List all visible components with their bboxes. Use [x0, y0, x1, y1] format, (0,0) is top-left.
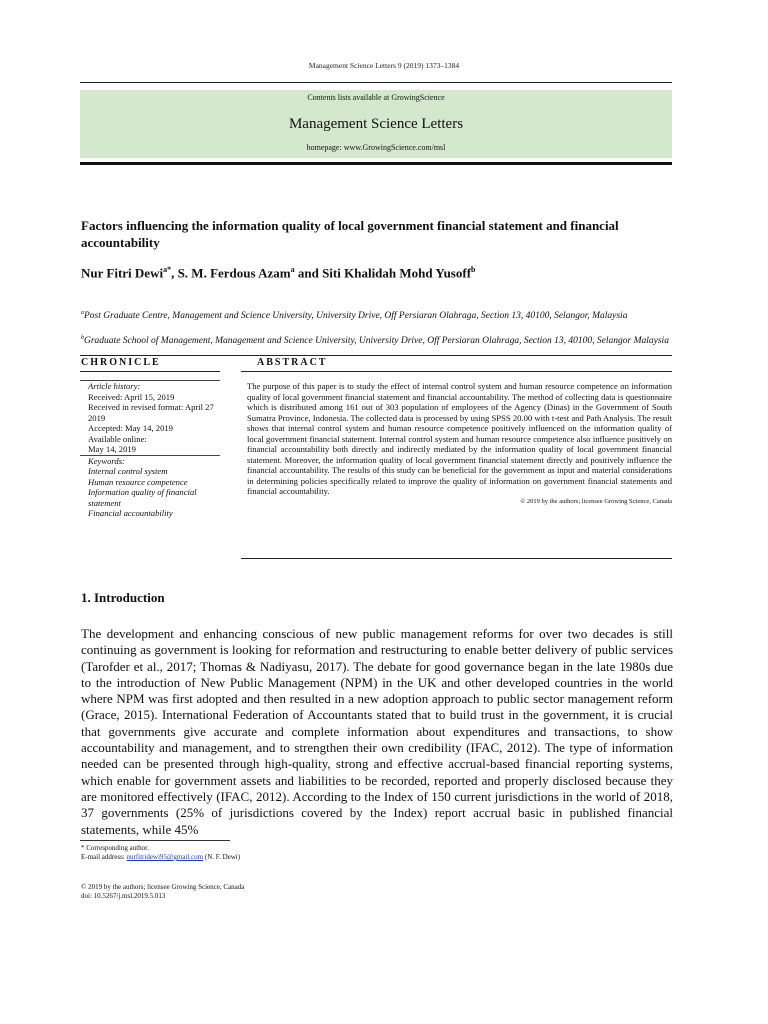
accepted-date: Accepted: May 14, 2019: [88, 423, 173, 433]
keyword-item: Financial accountability: [88, 508, 173, 518]
paper-title: Factors influencing the information quality of local government financial statement and financial accountability: [81, 218, 619, 250]
received-date: Received: April 15, 2019: [88, 391, 175, 402]
running-head: Management Science Letters 9 (2019) 1373–1384: [308, 61, 460, 70]
email-line: [81, 853, 240, 862]
affiliation-text: Post Graduate Centre, Management and Science University, University Drive, Off Persiaran Olahraga, Section 13, 40100, Selangor, Malaysia: [84, 311, 628, 322]
author-separator: and: [294, 265, 323, 281]
abstract-body: [247, 381, 672, 507]
introduction-heading: 1. Introduction: [81, 590, 165, 605]
footnote-rule: [80, 840, 230, 841]
introduction-body: The development and enhancing conscious of new public management reforms for over two decades is still continuing as government is looking for reformation and restructuring to enable better delivery of public services (Tarofder et al., 2017; Thomas & Nadiyasu, 2017). The debate for good governance began in the late 1980s due to the introduction of New Public Management (NPM) in the UK and other developed countries in the world where NPM was first adopted and then resulted in a new adoption approach to public sector management reform (Grace, 2015). International Federation of Accountants stated that to build trust in the government, it is crucial that governments give accurate and complete information about expenditures and transactions, to show accountability and management, and to strengthen their own credibility (IFAC, 2012). The type of information needed can be presented through high-quality, strong and effective accrual-based financial reporting systems, which enable for government assets and liabilities to be recorded, reported and properly disclosed because they are monitored effectively (IFAC, 2012). According to the Index of 150 current jurisdictions in the world of 2018, 37 governments (25% of jurisdictions covered by the Index) report accrual basic in published financial statements, while 45%: [81, 626, 673, 837]
doi-note[interactable]: doi: 10.5267/j.msl.2019.5.013: [81, 892, 166, 900]
keyword-item: Information quality of financial statement: [88, 487, 197, 508]
chronicle-box: [80, 380, 220, 519]
abstract-heading: ABSTRACT: [257, 357, 328, 368]
journal-band: [80, 90, 672, 158]
contents-available-line: Contents lists available at GrowingScience: [307, 93, 445, 102]
abstract-bottom-rule: [241, 558, 672, 559]
author-separator: ,: [171, 265, 178, 281]
license-note: © 2019 by the authors; licensee Growing Science, Canada: [81, 883, 245, 891]
abstract-text: The purpose of this paper is to study the effect of internal control system and human resource competence on information quality of local government financial statement and financial accountability. The method of collecting data is questionnaire which is distributed among 161 out of 303 population of employees of the Agency (Dinas) in the Government of South Sumatra Province, Indonesia. The collected data is processed by using SPSS 20.00 with t-test and Path Analysis. The result shows that internal control system and human resource competence positively influenced on the information quality of local government financial statement. Internal control system and human resource competence also influence positively on financial accountability both directly and indirectly mediated by the information quality of local government financial statement. Moreover, the information quality of local government financial statement directly and positively influence the financial accountability. The results of this study can be beneficial for the government as input and material considerations in determining policies specifically related to improve the quality of information on government financial statements and financial accountability.: [247, 381, 672, 496]
article-history-label: Article history:: [80, 380, 220, 392]
author-name: Nur Fitri Dewi: [81, 265, 164, 281]
affiliation-text: Graduate School of Management, Management and Science University, University Drive, Off Persiaran Olahraga, Section 13, 40100, Selangor Malaysia: [84, 336, 669, 347]
keyword-item: Human resource competence: [88, 476, 188, 487]
affiliation-a: [81, 307, 673, 322]
keyword-item: Internal control system: [88, 466, 168, 476]
abstract-copyright: © 2019 by the authors; licensee Growing Science, Canada: [520, 497, 672, 505]
affiliation-b: [81, 332, 673, 347]
abstract-rule: [241, 371, 672, 372]
author-name: S. M. Ferdous Azam: [177, 265, 291, 281]
header-rule-top: [80, 82, 672, 83]
corresponding-author-note: * Corresponding author.: [81, 844, 149, 852]
chronicle-rule: [80, 371, 220, 372]
email-link[interactable]: nurfitridewi95@gmail.com: [126, 853, 204, 861]
author-affil-marker: a: [290, 265, 295, 274]
chronicle-heading: CHRONICLE: [81, 357, 161, 368]
header-rule-thick: [80, 162, 672, 165]
email-label: E-mail address:: [81, 853, 125, 861]
author-affil-marker: b: [471, 265, 476, 274]
author-name: Siti Khalidah Mohd Yusoff: [322, 265, 472, 281]
section-rule: [80, 355, 672, 356]
affiliation-marker: a: [81, 310, 84, 316]
keywords-label: Keywords:: [80, 455, 220, 467]
author-affil-marker: a*: [163, 265, 172, 274]
journal-title: Management Science Letters: [288, 116, 464, 132]
email-owner: (N. F. Dewi): [204, 853, 241, 861]
journal-homepage[interactable]: homepage: www.GrowingScience.com/msl: [306, 143, 446, 152]
available-online-label: Available online:: [88, 433, 147, 444]
affiliation-marker: b: [81, 335, 84, 341]
revised-date: Received in revised format: April 27 2019: [88, 402, 214, 423]
author-list: [81, 265, 475, 281]
available-online-date: May 14, 2019: [88, 444, 136, 454]
